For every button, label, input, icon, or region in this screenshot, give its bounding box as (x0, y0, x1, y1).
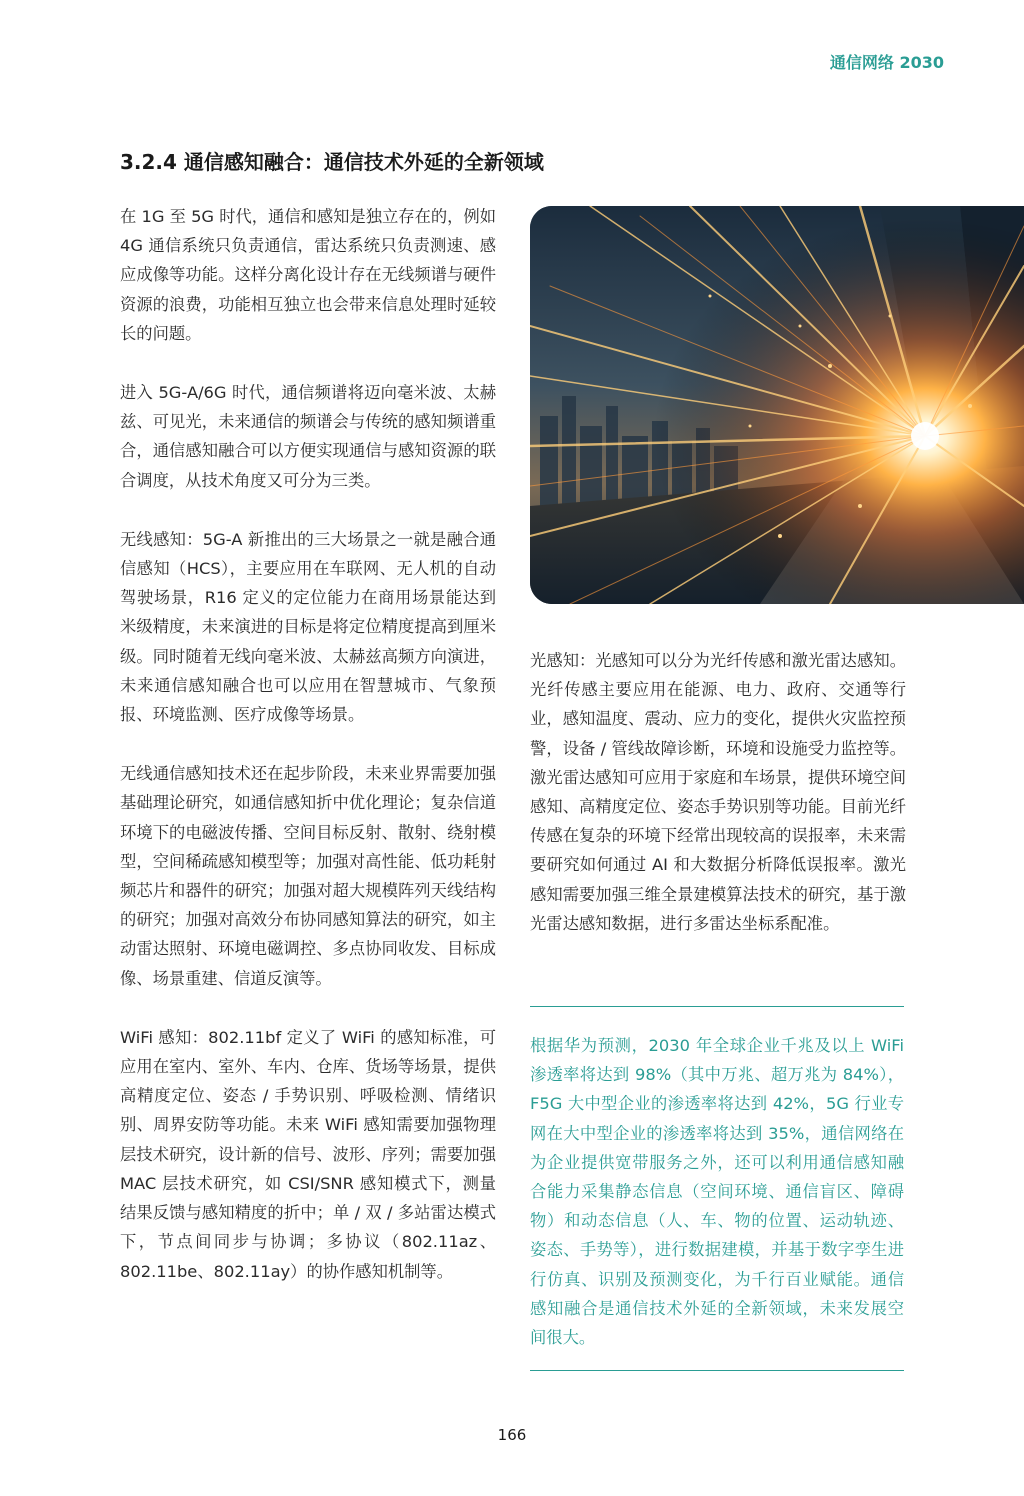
page-number: 166 (497, 1426, 527, 1444)
paragraph-intro: 在 1G 至 5G 时代，通信和感知是独立存在的，例如 4G 通信系统只负责通信，雷达系统只负责测速、感应成像等功能。这样分离化设计存在无线频谱与硬件资源的浪费，功能相互独立也会带来信息处理时延较长的问题。 (120, 207, 496, 343)
callout-text: 根据华为预测，2030 年全球企业千兆及以上 WiFi 渗透率将达到 98%（其中万兆、超万兆为 84%），F5G 大中型企业的渗透率将达到 42%，5G 行业专网在大中型企业的渗透率将达到 35%，通信网络在为企业提供宽带服务之外，还可以利用通信感知融合能力采集静态信息（空间环境、通信盲区、障碍物）和动态信息（人、车、物的位置、运动轨迹、姿态、手势等），进行数据建模，并基于数字孪生进行仿真、识别及预测变化，为千行百业赋能。通信感知融合是通信技术外延的全新领域，未来发展空间很大。 (530, 1036, 904, 1348)
left-column (120, 202, 496, 1316)
running-header: 通信网络 2030 (829, 53, 944, 72)
paragraph-optical-sensing: 光感知：光感知可以分为光纤传感和激光雷达感知。光纤传感主要应用在能源、电力、政府、交通等行业，感知温度、震动、应力的变化，提供火灾监控预警，设备 / 管线故障诊断，环境和设施受力监控等。激光雷达感知可应用于家庭和车场景，提供环境空间感知、高精度定位、姿态手势识别等功能。目前光纤传感在复杂的环境下经常出现较高的误报率，未来需要研究如何通过 AI 和大数据分析降低误报率。激光感知需要加强三维全景建模算法技术的研究，基于激光雷达感知数据，进行多雷达坐标系配准。 (530, 651, 906, 933)
paragraph-wireless-research: 无线通信感知技术还在起步阶段，未来业界需要加强基础理论研究，如通信感知折中优化理论；复杂信道环境下的电磁波传播、空间目标反射、散射、绕射模型，空间稀疏感知模型等；加强对高性能、低功耗射频芯片和器件的研究；加强对超大规模阵列天线结构的研究；加强对高效分布协同感知算法的研究，如主动雷达照射、环境电磁调控、多点协同收发、目标成像、场景重建、信道反演等。 (120, 764, 496, 988)
forecast-callout (530, 1006, 904, 1371)
right-column (530, 646, 906, 968)
section-title: 3.2.4 通信感知融合：通信技术外延的全新领域 (120, 150, 544, 174)
city-light-speed-image (530, 206, 1024, 604)
paragraph-wireless-sensing: 无线感知：5G-A 新推出的三大场景之一就是融合通信感知（HCS），主要应用在车联网、无人机的自动驾驶场景，R16 定义的定位能力在商用场景能达到米级精度，未来演进的目标是将定位精度提高到厘米级。同时随着无线向毫米波、太赫兹高频方向演进，未来通信感知融合也可以应用在智慧城市、气象预报、环境监测、医疗成像等场景。 (120, 529, 496, 725)
paragraph-5ga-6g: 进入 5G-A/6G 时代，通信频谱将迈向毫米波、太赫兹、可见光，未来通信的频谱会与传统的感知频谱重合，通信感知融合可以方便实现通信与感知资源的联合调度，从技术角度又可分为三类。 (120, 383, 496, 490)
paragraph-wifi-sensing: WiFi 感知：802.11bf 定义了 WiFi 的感知标准，可应用在室内、室外、车内、仓库、货场等场景，提供高精度定位、姿态 / 手势识别、呼吸检测、情绪识别、周界安防等功能。未来 WiFi 感知需要加强物理层技术研究，设计新的信号、波形、序列；需要加强 MAC 层技术研究，如 CSI/SNR 感知模式下，测量结果反馈与感知精度的折中；单 / 双 / 多站雷达模式下，节点间同步与协调；多协议（802.11az、802.11be、802.11ay）的协作感知机制等。 (120, 1027, 496, 1281)
